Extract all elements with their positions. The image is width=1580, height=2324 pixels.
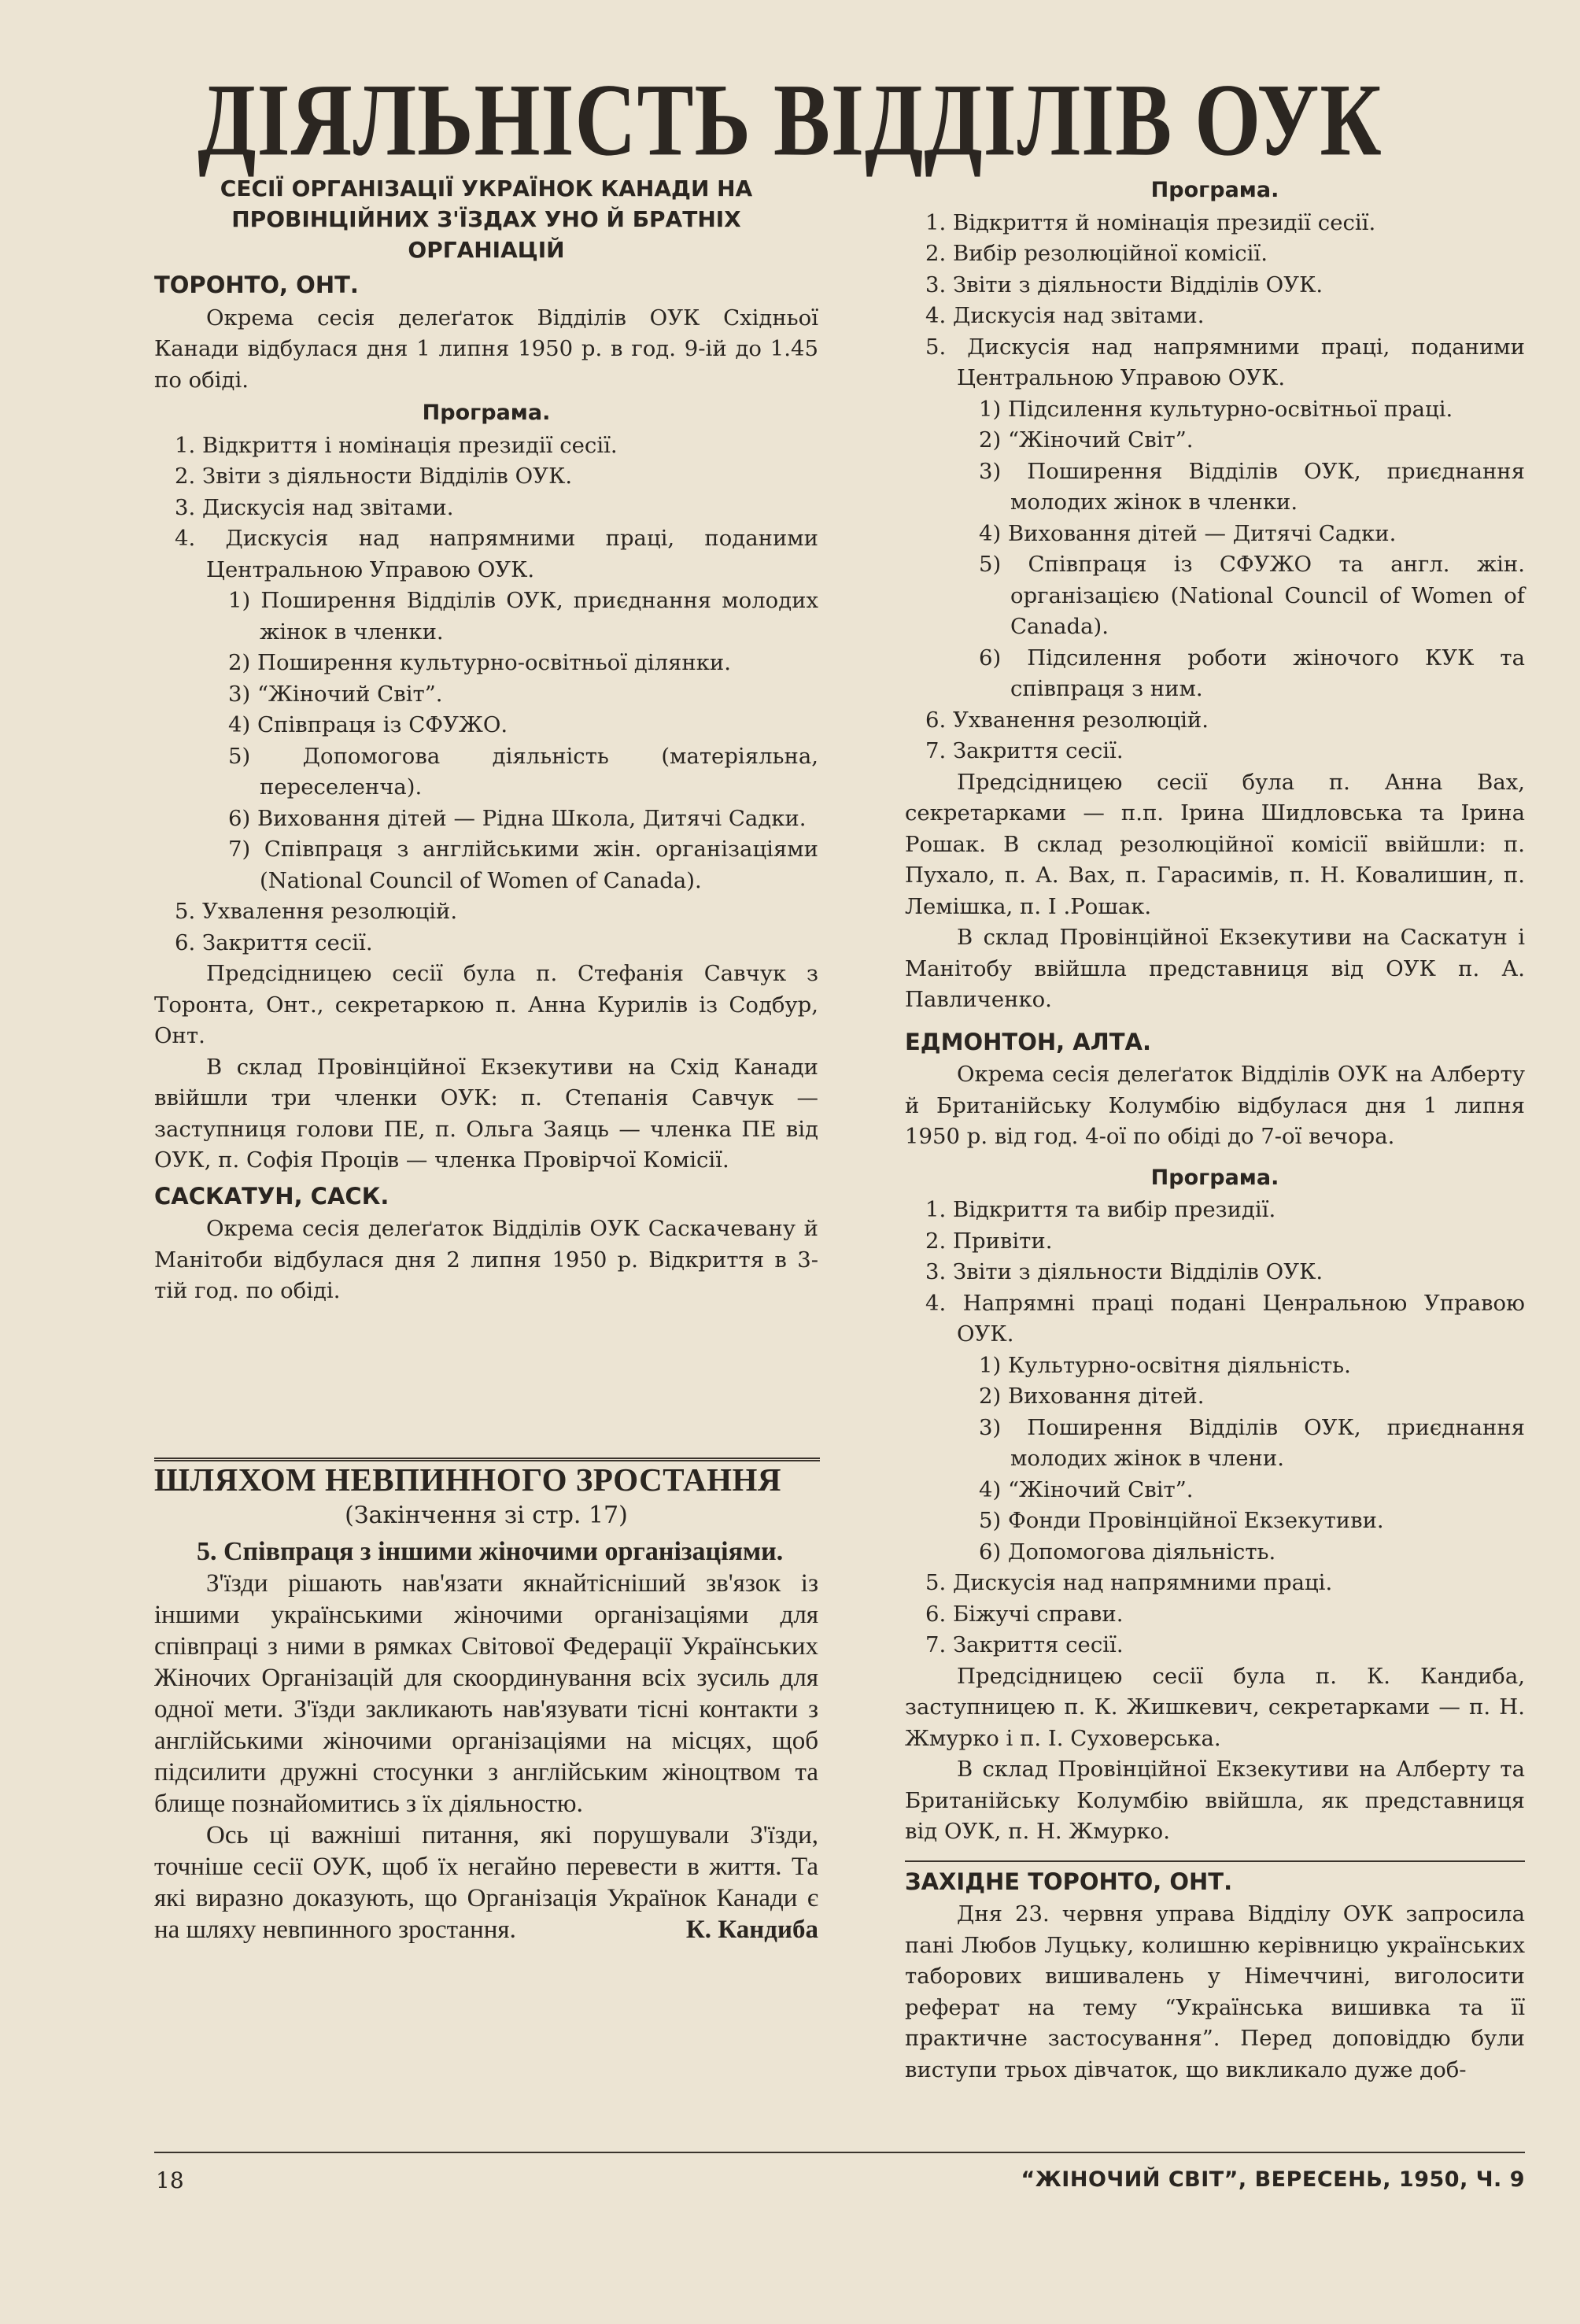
section-heading-line: СЕСІЇ ОРГАНІЗАЦІЇ УКРАЇНОК КАНАДИ НА: [220, 176, 753, 201]
toronto-paragraph: Предсідницею сесії була п. Стефанія Савчук з Торонта, Онт., секретаркою п. Анна Курилів із Содбур, Онт.: [154, 961, 818, 1048]
left-column-top: [154, 173, 818, 1307]
saskatoon-program-list: [905, 208, 1525, 767]
section-heading-line: ПРОВІНЦІЙНИХ З'ЇЗДАХ УНО Й БРАТНІХ: [231, 206, 741, 232]
edmonton-paragraph: Предсідницею сесії була п. К. Кандиба, заступницею п. К. Жишкевич, секретарками — п. Н. Жмурко і п. І. Суховерська.: [905, 1663, 1525, 1751]
page-title: ДІЯЛЬНІСТЬ ВІДДІЛІВ ОУК: [198, 63, 1382, 178]
program-label: Програма.: [1150, 178, 1279, 202]
list-item: 5. Ухвалення резолюцій.: [175, 899, 458, 924]
edmonton-program-list: [905, 1195, 1525, 1661]
list-item: 6. Біжучі справи.: [925, 1601, 1124, 1627]
list-item: 2. Привіти.: [925, 1228, 1053, 1254]
list-item: 6) Допомогова діяльність.: [979, 1539, 1276, 1565]
edmonton-intro: Окрема сесія делеґаток Відділів ОУК на Алберту й Британійську Колумбію відбулася дня 1 липня 1950 р. від год. 4-ої по обіді до 7-ої вечора.: [905, 1062, 1525, 1149]
toronto-program-list: [154, 430, 818, 959]
list-item: 6) Виховання дітей — Рідна Школа, Дитячі Садки.: [228, 805, 807, 831]
article-section-heading: 5. Співпраця з іншими жіночими організаціями.: [197, 1537, 784, 1566]
place-heading-west-toronto: ЗАХІДНЕ ТОРОНТО, ОНТ.: [905, 1868, 1233, 1895]
list-item: 5) Допомогова діяльність (матеріяльна, переселенча).: [228, 743, 818, 800]
list-item: 7. Закриття сесії.: [925, 738, 1124, 763]
saskatoon-intro: Окрема сесія делеґаток Відділів ОУК Саскачевану й Манітоби відбулася дня 2 липня 1950 р. Відкриття в 3-тій год. по обіді.: [154, 1216, 818, 1303]
place-heading-saskatoon: САСКАТУН, САСК.: [154, 1182, 389, 1210]
list-item: 3) “Жіночий Світ”.: [228, 681, 443, 707]
saskatoon-paragraph: В склад Провінційної Екзекутиви на Саскатун і Манітобу ввійшла представниця від ОУК п. А. Павличенко.: [905, 925, 1525, 1012]
list-item: 5) Фонди Провінційної Екзекутиви.: [979, 1508, 1384, 1533]
west-toronto-paragraph: Дня 23. червня управа Відділу ОУК запросила пані Любов Луцьку, колишню керівницю українських таборових вишивалень у Німеччині, виголосити реферат на тему “Українська вишивка та її практичне застосування”. Перед доповіддю були виступи трьох дівчаток, що викликало дуже доб-: [905, 1901, 1525, 2082]
list-item: 1) Культурно-освітня діяльність.: [979, 1352, 1351, 1378]
list-item: 3. Дискусія над звітами.: [175, 494, 454, 520]
edmonton-paragraph: В склад Провінційної Екзекутиви на Алберту та Британійську Колумбію ввійшла, як представниця від ОУК, п. Н. Жмурко.: [905, 1757, 1525, 1844]
article-signature: К. Кандиба: [685, 1916, 818, 1944]
list-item: 3) Поширення Відділів ОУК, приєднання молодих жінок в членки.: [979, 458, 1525, 515]
list-item: 5. Дискусія над напрямними праці, поданими Центральною Управою ОУК.: [925, 334, 1525, 390]
list-item: 4) Співпраця із СФУЖО.: [228, 712, 508, 737]
saskatoon-paragraph: Предсідницею сесії була п. Анна Вах, секретарками — п.п. Ірина Шидловська та Ірина Рошак. В склад резолюційної комісії ввійшли: п. Пухало, п. А. Вах, п. Гарасимів, п. Н. Ковалишин, п. Лемішка, п. І .Рошак.: [905, 769, 1525, 919]
section-heading-line: ОРГАНІАЦІЙ: [408, 237, 565, 263]
list-item: 2. Вибір резолюційної комісії.: [925, 241, 1268, 266]
right-column: [905, 173, 1525, 2086]
list-item: 2. Звіти з діяльности Відділів ОУК.: [175, 464, 573, 489]
list-item: 3. Звіти з діяльности Відділів ОУК.: [925, 272, 1323, 297]
list-item: 6. Ухванення резолюцій.: [925, 707, 1209, 733]
section-divider: [905, 1860, 1525, 1862]
list-item: 1. Відкриття і номінація президії сесії.: [175, 432, 618, 458]
list-item: 4. Дискусія над напрямними праці, поданими Центральною Управою ОУК.: [175, 526, 818, 582]
article-paragraph: З'їзди рішають нав'язати якнайтісніший зв'язок із іншими українськими жіночими організаціями для співпраці з ними в рямках Світової Федерації Українських Жіночих Організацій для скоординування всіх зусиль для одної мети. З'їзди закликають нав'язувати тісні контакти з англійськими жіночими організаціями на місцях, щоб підсилити дружні стосунки з англійським жіноцтвом та блище познайомитись з їх діяльностю.: [154, 1569, 818, 1818]
article-paragraph-text: Ось ці важніші питання, які порушували З'їзди, точніше сесії ОУК, щоб їх негайно перевести в життя. Та які виразно доказують, що Організація Українок Канади є на шляху невпинного зростання.: [154, 1821, 818, 1944]
toronto-intro: Окрема сесія делеґаток Відділів ОУК Східньої Канади відбулася дня 1 липня 1950 р. в год. 9-ій до 1.45 по обіді.: [154, 305, 818, 393]
list-item: 6) Підсилення роботи жіночого КУК та співпраця з ним.: [979, 645, 1525, 701]
list-item: 4. Дискусія над звітами.: [925, 303, 1205, 328]
article-continuation-note: (Закінчення зі стр. 17): [345, 1502, 628, 1529]
list-item: 4) “Жіночий Світ”.: [979, 1476, 1194, 1502]
list-item: 7) Співпраця з англійськими жін. організаціями (National Council of Women of Canada).: [228, 837, 818, 893]
list-item: 1) Поширення Відділів ОУК, приєднання молодих жінок в членки.: [228, 588, 818, 645]
program-label: Програма.: [422, 401, 551, 425]
list-item: 2) Виховання дітей.: [979, 1384, 1205, 1409]
list-item: 4) Виховання дітей — Дитячі Садки.: [979, 520, 1397, 546]
list-item: 5. Дискусія над напрямними праці.: [925, 1570, 1333, 1595]
list-item: 4. Напрямні праці подані Ценральною Управою ОУК.: [925, 1290, 1525, 1347]
article-paragraph: [154, 1820, 818, 1945]
list-item: 1. Відкриття й номінація президії сесії.: [925, 209, 1376, 235]
footer-rule: [154, 2152, 1525, 2153]
list-item: 1. Відкриття та вибір президії.: [925, 1197, 1276, 1222]
left-column-bottom: [154, 1461, 818, 1945]
list-item: 6. Закриття сесії.: [175, 929, 373, 955]
list-item: 1) Підсилення культурно-освітньої праці.: [979, 396, 1453, 422]
page-number: 18: [156, 2167, 184, 2193]
list-item: 7. Закриття сесії.: [925, 1632, 1124, 1657]
list-item: 3) Поширення Відділів ОУК, приєднання молодих жінок в члени.: [979, 1414, 1525, 1471]
toronto-paragraph: В склад Провінційної Екзекутиви на Схід Канади ввійшли три членки ОУК: п. Степанія Савчук — заступниця голови ПЕ, п. Ольга Заяць — членка ПЕ від ОУК, п. Софія Проців — членка Провірчої Комісії.: [154, 1054, 818, 1173]
magazine-footer-title: “ЖІНОЧИЙ СВІТ”, ВЕРЕСЕНЬ, 1950, Ч. 9: [1021, 2167, 1525, 2192]
place-heading-edmonton: ЕДМОНТОН, АЛТА.: [905, 1028, 1152, 1055]
list-item: 5) Співпраця із СФУЖО та англ. жін. організацією (National Council of Women of Canada).: [979, 552, 1525, 639]
article-title: ШЛЯХОМ НЕВПИННОГО ЗРОСТАННЯ: [154, 1461, 782, 1498]
list-item: 2) “Жіночий Світ”.: [979, 427, 1194, 453]
place-heading-toronto: ТОРОНТО, ОНТ.: [154, 272, 359, 298]
list-item: 2) Поширення культурно-освітньої ділянки.: [228, 650, 731, 675]
list-item: 3. Звіти з діяльности Відділів ОУК.: [925, 1259, 1323, 1284]
program-label: Програма.: [1150, 1165, 1279, 1190]
